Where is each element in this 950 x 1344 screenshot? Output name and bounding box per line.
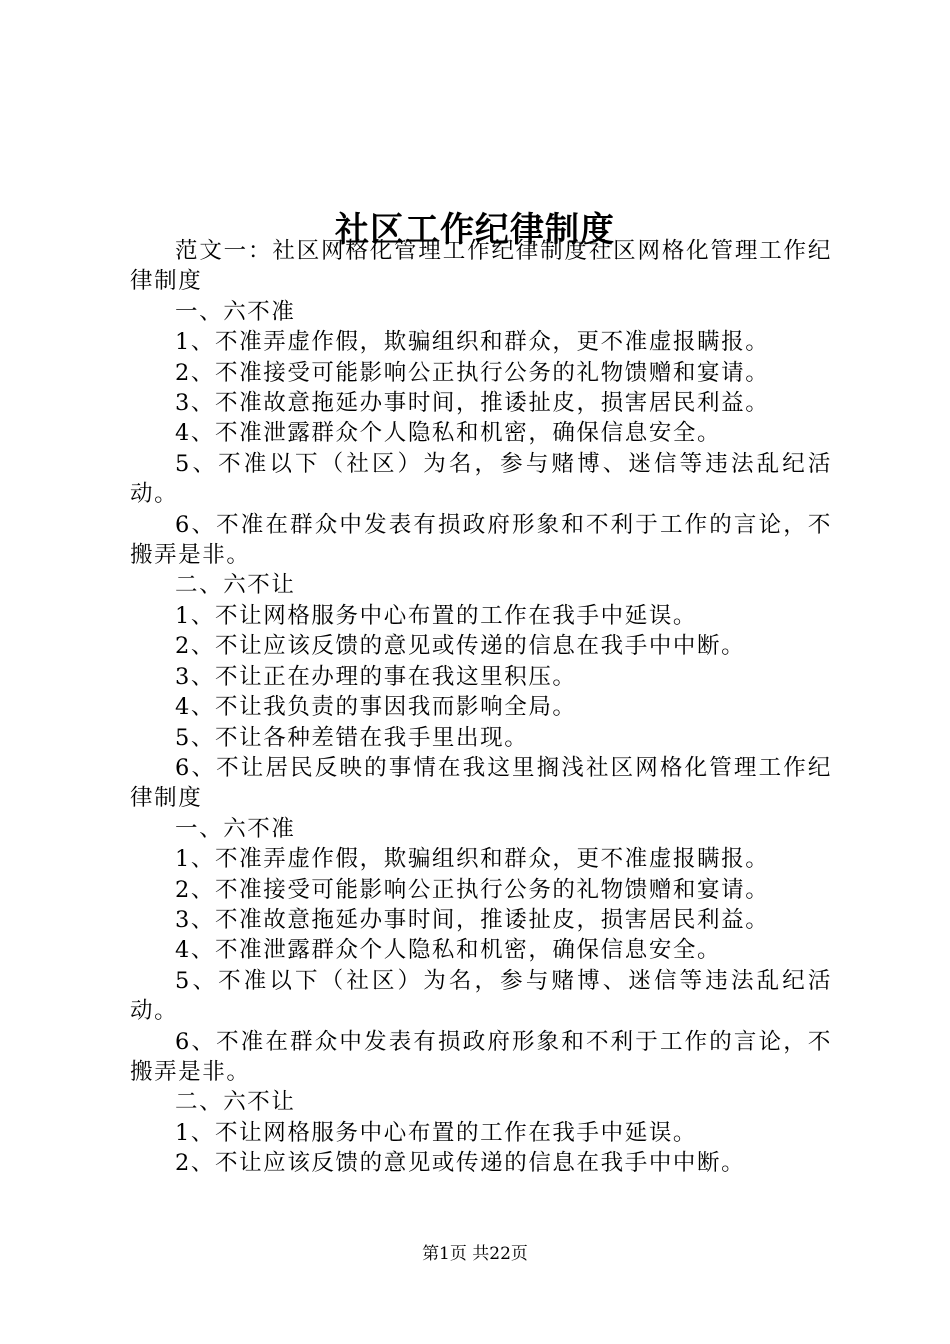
section-heading: 二、六不让 xyxy=(175,1089,296,1116)
list-item: 1、不让网格服务中心布置的工作在我手中延误。 xyxy=(175,602,698,629)
list-item: 3、不让正在办理的事在我这里积压。 xyxy=(175,663,577,690)
list-item: 2、不准接受可能影响公正执行公务的礼物馈赠和宴请。 xyxy=(175,876,770,903)
paragraph: 范文一：社区网格化管理工作纪律制度社区网格化管理工作纪律制度 xyxy=(130,238,832,295)
document-body xyxy=(130,236,832,1179)
list-item: 4、不准泄露群众个人隐私和机密，确保信息安全。 xyxy=(175,937,722,964)
list-item: 6、不准在群众中发表有损政府形象和不利于工作的言论，不搬弄是非。 xyxy=(130,1028,832,1085)
document-title: 社区工作纪律制度 xyxy=(335,209,615,250)
list-item: 6、不让居民反映的事情在我这里搁浅社区网格化管理工作纪律制度 xyxy=(130,754,832,812)
list-item: 1、不准弄虚作假，欺骗组织和群众，更不准虚报瞒报。 xyxy=(175,846,770,873)
list-item: 5、不准以下（社区）为名，参与赌博、迷信等违法乱纪活动。 xyxy=(130,967,832,1025)
list-item: 4、不让我负责的事因我而影响全局。 xyxy=(175,694,577,721)
list-item: 2、不准接受可能影响公正执行公务的礼物馈赠和宴请。 xyxy=(175,359,770,386)
list-item: 3、不准故意拖延办事时间，推诿扯皮，损害居民利益。 xyxy=(175,906,770,933)
list-item: 5、不准以下（社区）为名，参与赌博、迷信等违法乱纪活动。 xyxy=(130,450,832,508)
list-item: 1、不准弄虚作假，欺骗组织和群众，更不准虚报瞒报。 xyxy=(175,329,770,356)
section-heading: 一、六不准 xyxy=(175,815,296,842)
section-heading: 二、六不让 xyxy=(175,572,296,599)
list-item: 2、不让应该反馈的意见或传递的信息在我手中中断。 xyxy=(175,1150,746,1177)
list-item: 3、不准故意拖延办事时间，推诿扯皮，损害居民利益。 xyxy=(175,390,770,417)
page-footer: 第1页 共22页 xyxy=(422,1244,528,1264)
section-heading: 一、六不准 xyxy=(175,298,296,325)
list-item: 5、不让各种差错在我手里出现。 xyxy=(175,724,529,751)
list-item: 6、不准在群众中发表有损政府形象和不利于工作的言论，不搬弄是非。 xyxy=(130,511,832,569)
list-item: 4、不准泄露群众个人隐私和机密，确保信息安全。 xyxy=(175,420,722,447)
list-item: 1、不让网格服务中心布置的工作在我手中延误。 xyxy=(175,1119,698,1146)
list-item: 2、不让应该反馈的意见或传递的信息在我手中中断。 xyxy=(175,633,746,660)
